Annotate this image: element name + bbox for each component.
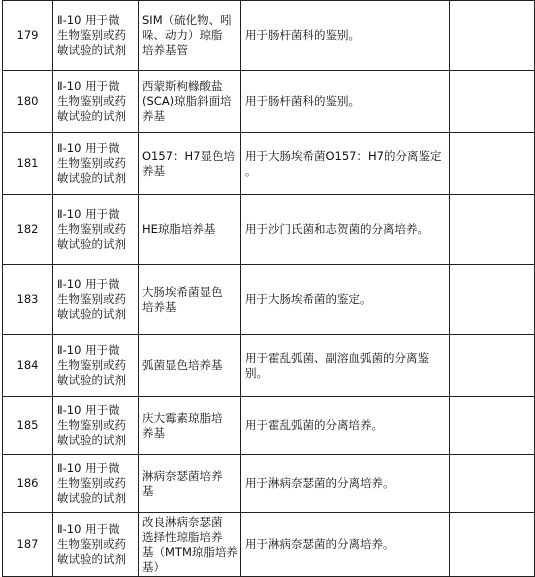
product-name-cell-text: 弧菌显色培养基	[142, 358, 223, 372]
remark-cell	[450, 1, 535, 71]
category-cell-text: Ⅱ-10 用于微 生物鉴别或药 敏试验的试剂	[57, 461, 126, 505]
category-cell-text: Ⅱ-10 用于微 生物鉴别或药 敏试验的试剂	[57, 277, 126, 321]
category-cell-text: Ⅱ-10 用于微 生物鉴别或药 敏试验的试剂	[57, 343, 126, 387]
category-cell	[53, 71, 139, 133]
intended-use-cell-text: 用于淋病奈瑟菌的分离培养。	[245, 476, 395, 490]
table-row	[3, 195, 535, 265]
category-cell-text: Ⅱ-10 用于微 生物鉴别或药 敏试验的试剂	[57, 13, 126, 57]
product-name-cell	[139, 265, 241, 335]
product-name-cell	[139, 397, 241, 455]
row-number-cell-text: 185	[16, 418, 39, 432]
category-cell-text: Ⅱ-10 用于微 生物鉴别或药 敏试验的试剂	[57, 79, 126, 123]
row-number-cell-text: 186	[16, 476, 39, 490]
row-number-cell	[3, 455, 53, 513]
table-row	[3, 513, 535, 577]
row-number-cell	[3, 397, 53, 455]
intended-use-cell-text: 用于大肠埃希菌的鉴定。	[245, 292, 372, 306]
product-name-cell-text: SIM（硫化物、吲 哚、动力）琼脂 培养基管	[142, 13, 232, 57]
row-number-cell-text: 181	[16, 156, 39, 170]
product-name-cell-text: 改良淋病奈瑟菌 选择性琼脂培养 基（MTM琼脂培养 基）	[142, 514, 238, 574]
table-row	[3, 397, 535, 455]
product-name-cell-text: HE琼脂培养基	[142, 222, 216, 236]
table-row	[3, 455, 535, 513]
remark-cell	[450, 335, 535, 397]
table-row	[3, 71, 535, 133]
intended-use-cell	[241, 397, 450, 455]
category-cell-text: Ⅱ-10 用于微 生物鉴别或药 敏试验的试剂	[57, 141, 126, 185]
product-name-cell	[139, 455, 241, 513]
intended-use-cell	[241, 1, 450, 71]
table-row	[3, 1, 535, 71]
row-number-cell	[3, 133, 53, 195]
product-name-cell-text: 大肠埃希菌显色 培养基	[142, 284, 223, 314]
category-cell-text: Ⅱ-10 用于微 生物鉴别或药 敏试验的试剂	[57, 522, 126, 566]
category-cell	[53, 397, 139, 455]
product-name-cell	[139, 195, 241, 265]
row-number-cell	[3, 335, 53, 397]
intended-use-cell-text: 用于沙门氏菌和志贺菌的分离培养。	[245, 222, 429, 236]
product-name-cell	[139, 1, 241, 71]
product-name-cell	[139, 335, 241, 397]
row-number-cell	[3, 513, 53, 577]
intended-use-cell	[241, 71, 450, 133]
category-cell	[53, 195, 139, 265]
category-cell	[53, 133, 139, 195]
intended-use-cell-text: 用于大肠埃希菌O157：H7的分离鉴定 。	[245, 148, 442, 178]
category-cell-text: Ⅱ-10 用于微 生物鉴别或药 敏试验的试剂	[57, 403, 126, 447]
remark-cell	[450, 265, 535, 335]
category-cell	[53, 513, 139, 577]
category-cell	[53, 335, 139, 397]
row-number-cell-text: 182	[16, 222, 39, 236]
reagent-table	[2, 0, 535, 577]
intended-use-cell	[241, 455, 450, 513]
table-row	[3, 133, 535, 195]
intended-use-cell-text: 用于肠杆菌科的鉴别。	[245, 94, 360, 108]
intended-use-cell-text: 用于霍乱弧菌的分离培养。	[245, 418, 383, 432]
category-cell	[53, 1, 139, 71]
intended-use-cell-text: 用于肠杆菌科的鉴别。	[245, 28, 360, 42]
row-number-cell	[3, 1, 53, 71]
row-number-cell	[3, 71, 53, 133]
intended-use-cell-text: 用于霍乱弧菌、副溶血弧菌的分离鉴 别。	[245, 350, 429, 380]
table-row	[3, 335, 535, 397]
product-name-cell	[139, 133, 241, 195]
row-number-cell-text: 179	[16, 28, 39, 42]
row-number-cell-text: 180	[16, 94, 39, 108]
table-body	[3, 1, 535, 577]
remark-cell	[450, 455, 535, 513]
product-name-cell	[139, 513, 241, 577]
category-cell	[53, 265, 139, 335]
product-name-cell-text: 淋病奈瑟菌培养 基	[142, 468, 223, 498]
intended-use-cell	[241, 265, 450, 335]
remark-cell	[450, 133, 535, 195]
intended-use-cell	[241, 335, 450, 397]
product-name-cell-text: O157：H7显色培 养基	[142, 148, 235, 178]
row-number-cell	[3, 265, 53, 335]
product-name-cell-text: 西蒙斯枸橼酸盐 (SCA)琼脂斜面培 养基	[142, 79, 232, 123]
product-name-cell	[139, 71, 241, 133]
row-number-cell-text: 184	[16, 358, 39, 372]
row-number-cell-text: 183	[16, 292, 39, 306]
intended-use-cell	[241, 513, 450, 577]
remark-cell	[450, 397, 535, 455]
intended-use-cell	[241, 195, 450, 265]
table-row	[3, 265, 535, 335]
remark-cell	[450, 71, 535, 133]
row-number-cell	[3, 195, 53, 265]
row-number-cell-text: 187	[16, 537, 39, 551]
intended-use-cell	[241, 133, 450, 195]
remark-cell	[450, 195, 535, 265]
category-cell-text: Ⅱ-10 用于微 生物鉴别或药 敏试验的试剂	[57, 207, 126, 251]
remark-cell	[450, 513, 535, 577]
product-name-cell-text: 庆大霉素琼脂培 养基	[142, 410, 223, 440]
category-cell	[53, 455, 139, 513]
intended-use-cell-text: 用于淋病奈瑟菌的分离培养。	[245, 537, 395, 551]
